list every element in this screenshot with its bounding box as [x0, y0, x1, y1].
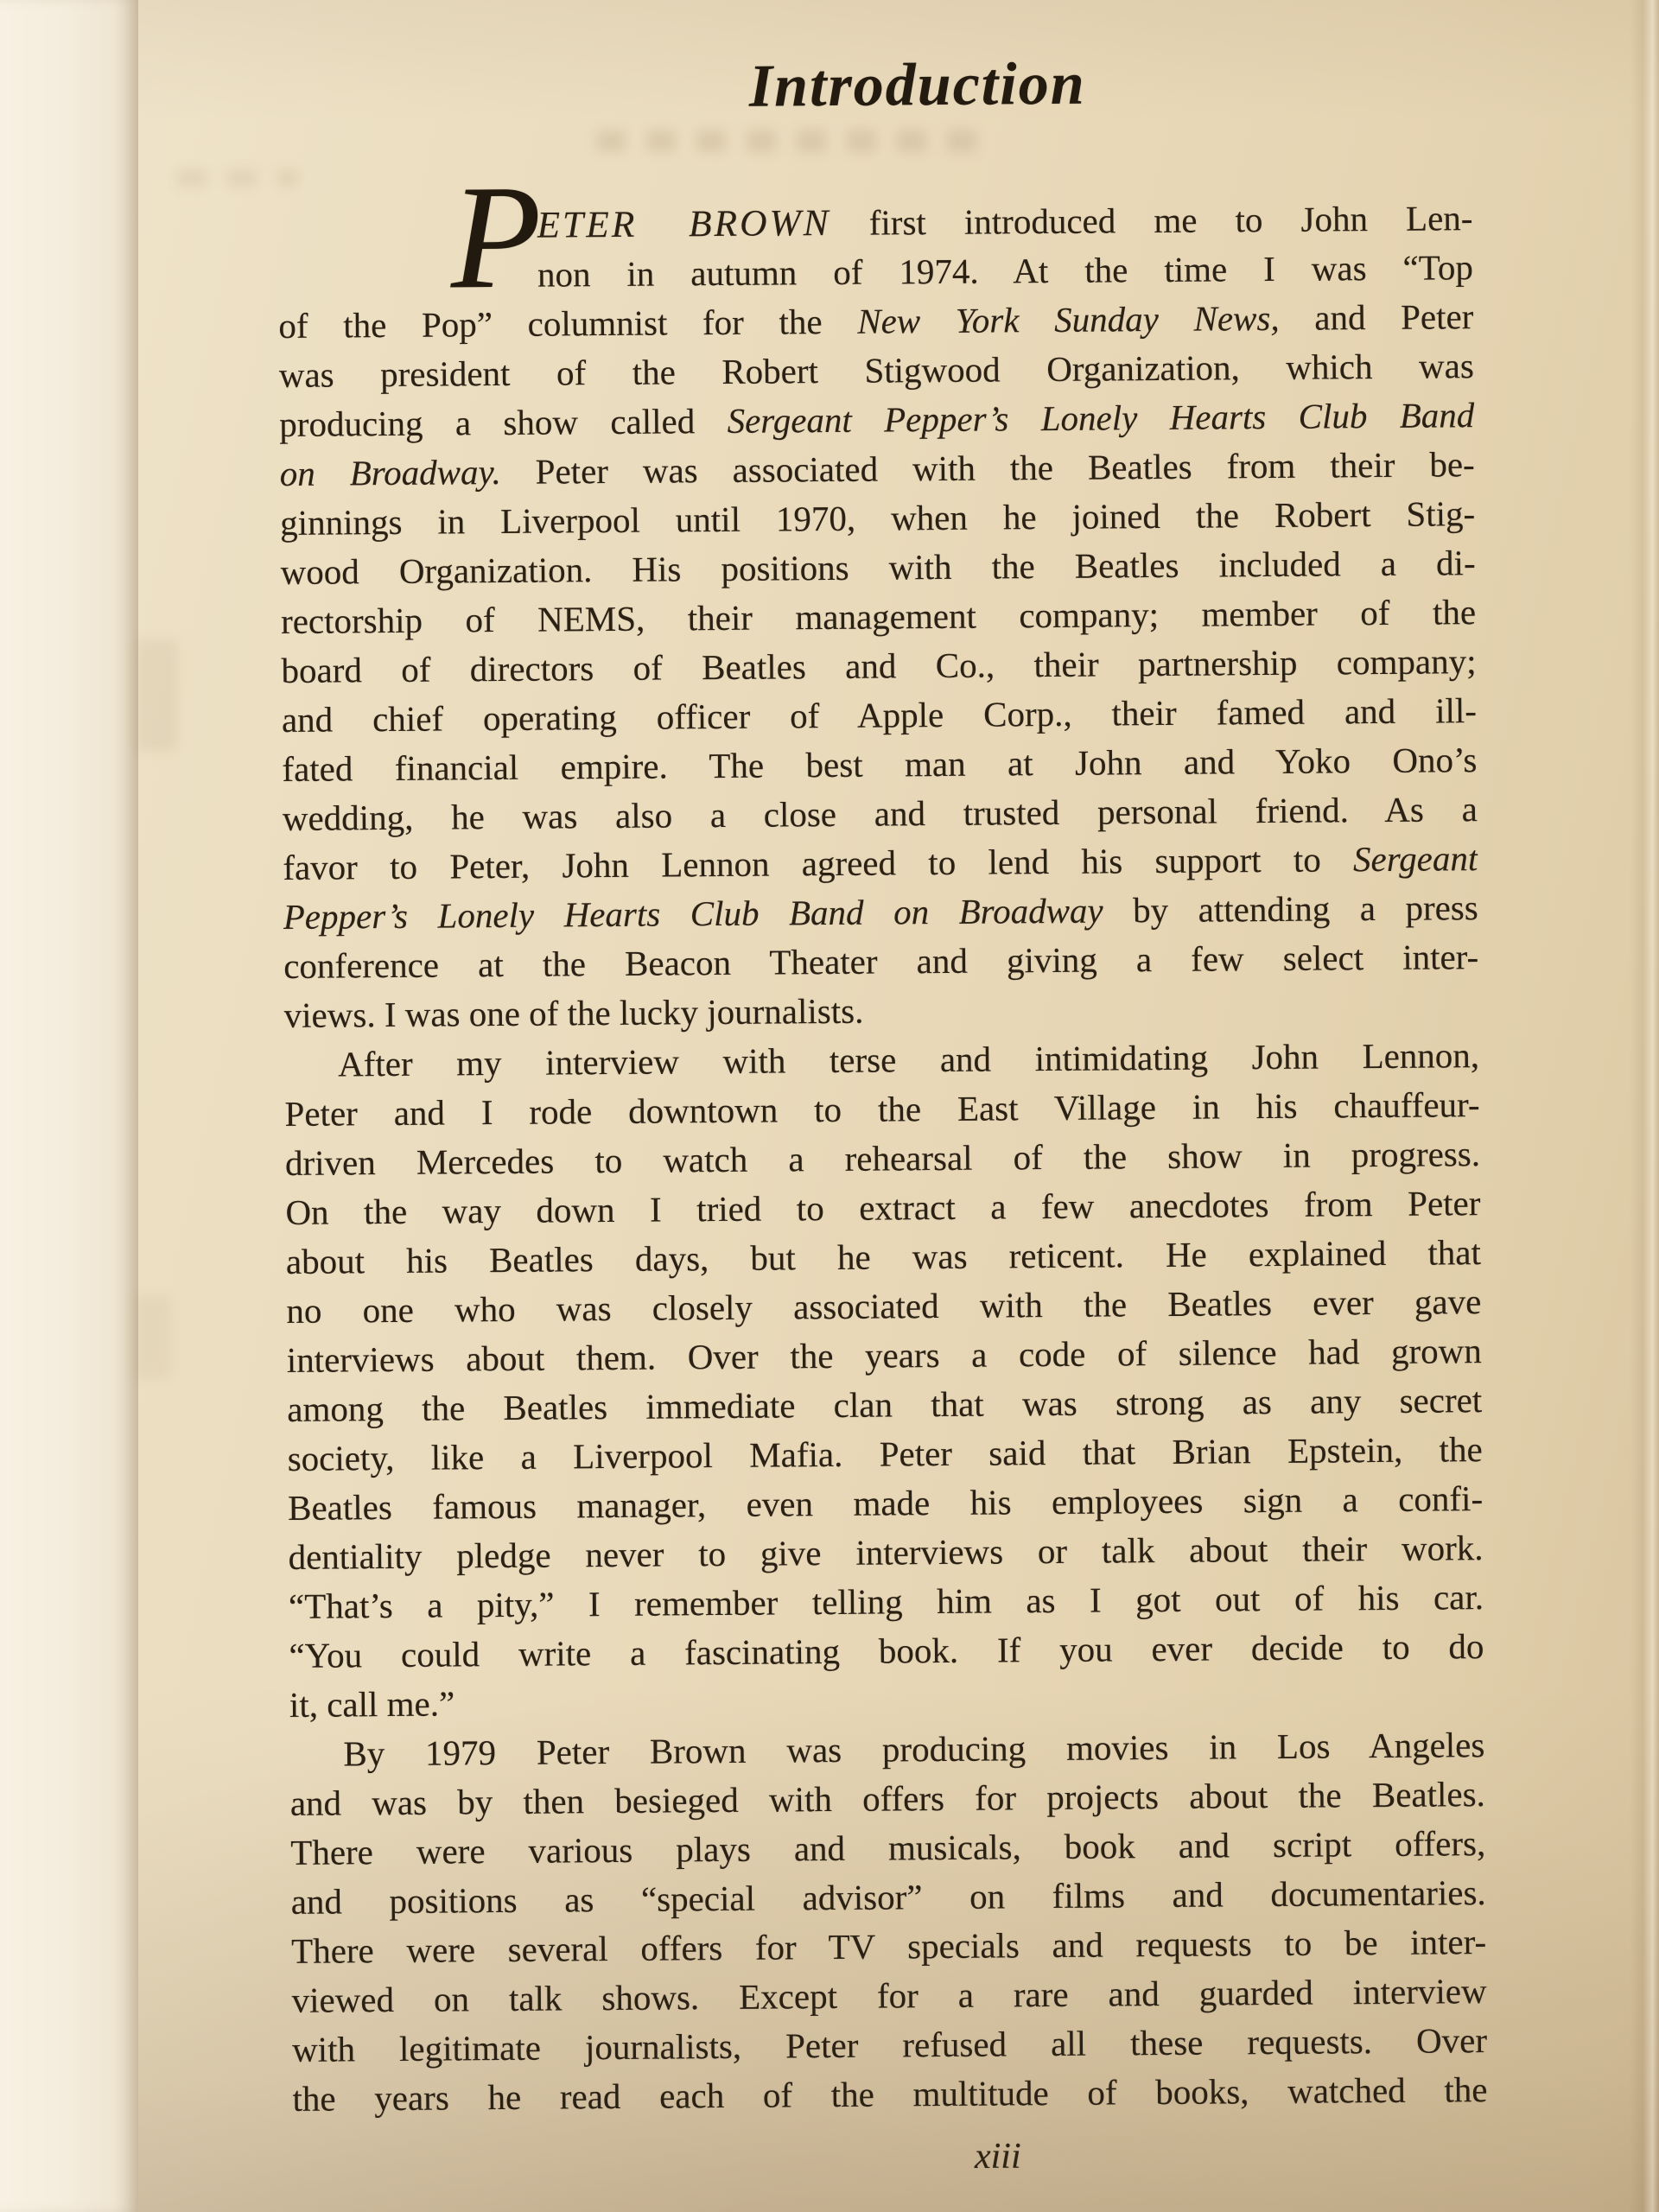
- text-segment: and was by then besieged with offers for projects about the Beatles.: [289, 1774, 1485, 1823]
- text-segment: of the Pop” columnist for the: [278, 301, 858, 346]
- text-segment: and Peter: [1279, 296, 1474, 338]
- text-segment: driven Mercedes to watch a rehearsal of the show in progress.: [284, 1134, 1481, 1183]
- page-right-edge-shadow: [1630, 0, 1659, 2212]
- text-segment: non in autumn of 1974. At the time I was “Top: [537, 247, 1474, 295]
- text-segment: and chief operating officer of Apple Corp., their famed and ill-: [281, 690, 1478, 740]
- text-segment: the years he read each of the multitude of books, watched the: [292, 2069, 1488, 2119]
- text-line: [292, 2065, 1487, 2124]
- text-segment: producing a show called: [279, 400, 728, 444]
- page-content: [276, 51, 1488, 2124]
- text-segment: wedding, he was also a close and trusted personal friend. As a: [282, 789, 1478, 838]
- text-segment: There were several offers for TV specials and requests to be inter-: [291, 1922, 1487, 1971]
- text-segment: ginnings in Liverpool until 1970, when he joined the Robert Stig-: [280, 493, 1476, 543]
- text-segment: Peter and I rode downtown to the East Village in his chauffeur-: [284, 1084, 1480, 1134]
- paragraph: [277, 194, 1479, 1040]
- text-segment: by attending a press: [1103, 887, 1478, 931]
- text-segment: “You could write a fascinating book. If you ever decide to do: [289, 1626, 1484, 1675]
- text-segment: interviews about them. Over the years a code of silence had grown: [286, 1331, 1482, 1380]
- paragraph: [289, 1720, 1488, 2124]
- text-segment: society, like a Liverpool Mafia. Peter said that Brian Epstein, the: [287, 1429, 1483, 1478]
- text-segment: New York Sunday News,: [857, 297, 1280, 341]
- text-segment: Beatles famous manager, even made his employees sign a confi-: [287, 1478, 1484, 1528]
- paragraph: [284, 1031, 1484, 1730]
- text-segment: it, call me.”: [289, 1683, 455, 1725]
- text-segment: fated financial empire. The best man at John and Yoko Ono’s: [282, 740, 1478, 789]
- text-segment: board of directors of Beatles and Co., their partnership company;: [281, 641, 1477, 690]
- text-segment: views. I was one of the lucky journalists.: [283, 990, 864, 1035]
- text-line: [289, 1622, 1484, 1681]
- text-segment: “That’s a pity,” I remember telling him as I got out of his car.: [288, 1577, 1484, 1626]
- text-segment: on Broadway.: [279, 451, 501, 493]
- text-segment: wood Organization. His positions with the Beatles included a di-: [280, 543, 1476, 592]
- text-line: [283, 932, 1478, 991]
- text-segment: with legitimate journalists, Peter refused all these requests. Over: [291, 2020, 1488, 2069]
- text-segment: By 1979 Peter Brown was producing movies in Los Angeles: [343, 1725, 1485, 1774]
- text-segment: among the Beatles immediate clan that was strong as any secret: [287, 1380, 1483, 1429]
- text-line: [537, 194, 1472, 251]
- text-segment: Sergeant Pepper’s Lonely Hearts Club Band: [727, 395, 1475, 441]
- text-segment: and positions as “special advisor” on films and documentaries.: [290, 1872, 1486, 1922]
- text-segment: dentiality pledge never to give interviews or talk about their work.: [288, 1528, 1484, 1577]
- page-number: xiii: [975, 2137, 1021, 2177]
- text-segment: On the way down I tried to extract a few anecdotes from Peter: [285, 1183, 1481, 1232]
- text-segment: favor to Peter, John Lennon agreed to lend his support to: [283, 839, 1354, 887]
- bleed-through-ghost: [135, 1296, 171, 1378]
- lead-in-caps: ETER BROWN: [537, 201, 831, 246]
- text-segment: was president of the Robert Stigwood Organization, which was: [278, 346, 1474, 395]
- facing-page-edge: [0, 0, 138, 2212]
- text-segment: first introduced me to John Len-: [830, 198, 1473, 243]
- text-segment: Peter was associated with the Beatles from their be-: [500, 444, 1475, 492]
- text-segment: viewed on talk shows. Except for a rare and guarded interview: [291, 1971, 1487, 2020]
- text-block: [277, 155, 1488, 2124]
- text-segment: After my interview with terse and intimidating John Lennon,: [337, 1035, 1480, 1084]
- page-title: Introduction: [748, 50, 1086, 120]
- text-segment: about his Beatles days, but he was reticent. He explained that: [285, 1232, 1482, 1281]
- text-segment: conference at the Beacon Theater and giving a few select inter-: [283, 937, 1479, 986]
- bleed-through-ghost: [137, 639, 178, 752]
- text-segment: Sergeant: [1352, 838, 1478, 880]
- text-segment: no one who was closely associated with the Beatles ever gave: [286, 1281, 1482, 1331]
- text-segment: There were various plays and musicals, book and script offers,: [290, 1823, 1486, 1872]
- text-segment: Pepper’s Lonely Hearts Club Band on Broadway: [283, 890, 1103, 937]
- text-line: [537, 243, 1473, 300]
- drop-cap: P: [449, 155, 543, 321]
- text-segment: rectorship of NEMS, their management company; member of the: [280, 592, 1477, 641]
